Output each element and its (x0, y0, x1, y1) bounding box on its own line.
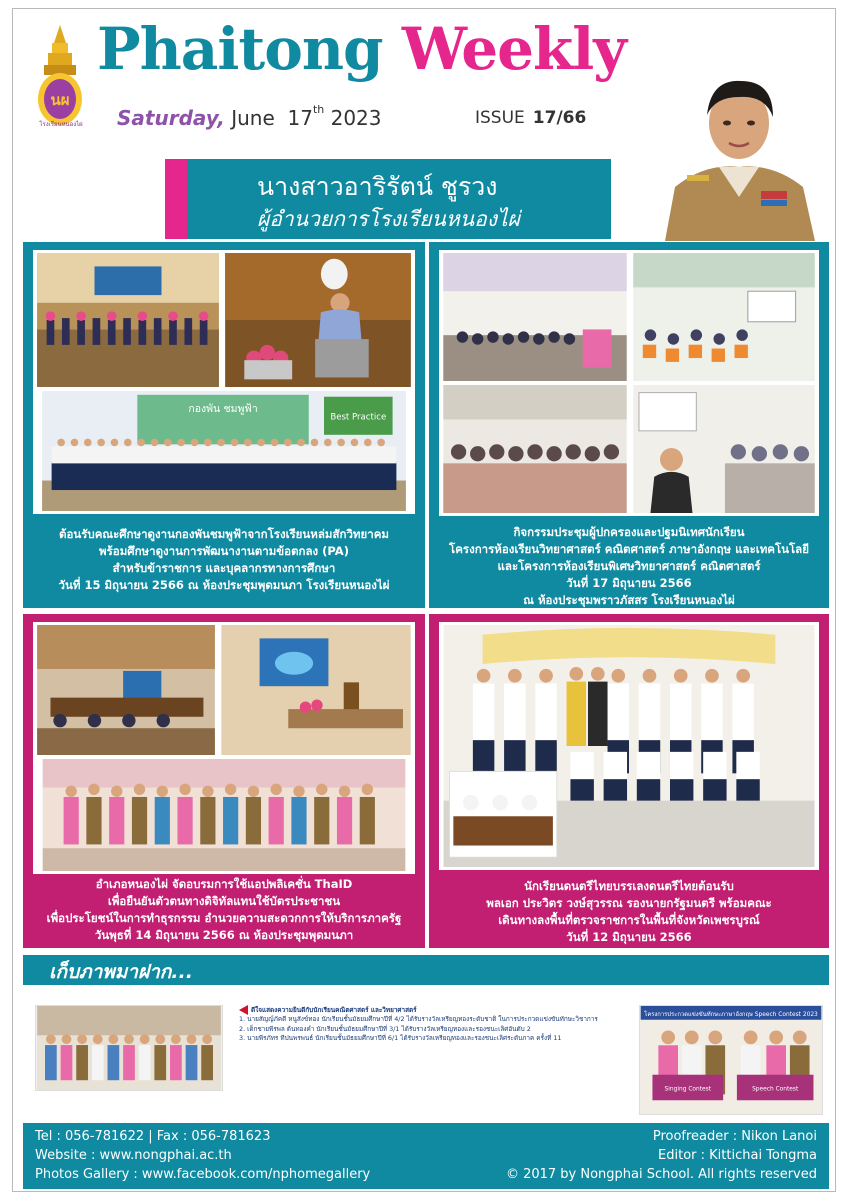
section-2-line-3: และโครงการห้องเรียนพิเศษวิทยาศาสตร์ คณิตศาสตร์ (497, 559, 761, 573)
arrow-icon (239, 1005, 248, 1015)
section-1-photo-hall (33, 250, 223, 390)
banner-text: กองพัน ชมพูฟ้า (188, 402, 258, 415)
footer-website[interactable]: Website : www.nongphai.ac.th (35, 1148, 232, 1163)
gallery-header-bar (23, 955, 829, 985)
section-2-line-1: กิจกรรมประชุมผู้ปกครองและปฐมนิเทศนักเรียน (513, 525, 745, 539)
footer-gallery-link[interactable]: Photos Gallery : www.facebook.com/nphomegallery (35, 1167, 371, 1182)
contest-banner: โครงการประกวดแข่งขันทักษะภาษาอังกฤษ Speech Contest 2023 (644, 1011, 818, 1018)
contest-label-1: Singing Contest (664, 1086, 712, 1093)
section-1-line-1: ต้อนรับคณะศึกษาดูงานกองพันชมพูฟ้าจากโรงเรียนหล่มสักวิทยาคม (59, 527, 389, 541)
contest-label-2: Speech Contest (752, 1086, 799, 1093)
masthead-word-2: Weekly (401, 15, 626, 83)
gallery-photo-award (35, 1005, 223, 1091)
dateline (117, 103, 382, 130)
news-section-2 (429, 242, 829, 608)
section-3-line-3: เพื่อประโยชน์ในการทำธุรกรรม อำนวยความสะดวกการให้บริการภาครัฐ (46, 911, 402, 925)
dateline-suffix: th (312, 103, 325, 116)
section-1-caption (27, 526, 421, 594)
newsletter-page (12, 8, 836, 1192)
section-2-photo-1 (439, 250, 631, 384)
dateline-date: 17 (287, 106, 313, 130)
director-portrait (645, 67, 833, 241)
section-4-caption (431, 878, 827, 946)
news-section-3 (23, 614, 425, 948)
section-1-line-4: วันที่ 15 มิถุนายน 2566 ณ ห้องประชุมพุดมนภา โรงเรียนหนองไผ่ (58, 578, 390, 592)
gallery-item-1: 1. นายสัญญ์ภัคดี หนูสังข์ทอง นักเรียนชั้นมัธยมศึกษาปีที่ 4/2 ได้รับรางวัลเหรียญทองระดับชาติ ในการประกวดแข่งขันทักษะวิชาการ (239, 1015, 598, 1024)
section-3-photo-1 (33, 622, 219, 758)
news-section-4 (429, 614, 829, 948)
gallery-photo-speech-contest (639, 1005, 823, 1115)
director-position: ผู้อำนวยการโรงเรียนหนองไผ่ (257, 207, 520, 231)
issue-label (475, 108, 586, 128)
section-3-photo-2 (217, 622, 415, 758)
section-4-line-3: เดินทางลงพื้นที่ตรวจราชการในพื้นที่จังหวัดเพชรบูรณ์ (498, 913, 760, 927)
footer-proofreader: Proofreader : Nikon Lanoi (652, 1129, 817, 1144)
section-3-line-4: วันพุธที่ 14 มิถุนายน 2566 ณ ห้องประชุมพุดมนภา (94, 928, 354, 942)
section-2-photo-4 (629, 382, 819, 516)
svg-text:นผ: นผ (50, 91, 70, 109)
footer (23, 1123, 829, 1189)
director-name-box (165, 159, 611, 239)
gallery-item-2: 2. เด็กชายพีรพล ต้นทองคำ นักเรียนชั้นมัธยมศึกษาปีที่ 3/1 ได้รับรางวัลเหรียญทองและรองชนะเลิศอันดับ 2 (239, 1024, 531, 1033)
dateline-month: June (231, 106, 275, 130)
news-section-1 (23, 242, 425, 608)
section-3-line-1: อำเภอหนองไผ่ จัดอบรมการใช้แอปพลิเคชั่น ThaID (95, 877, 353, 891)
name-box-accent (165, 159, 187, 239)
section-1-line-3: สำหรับข้าราชการ และบุคลากรทางการศึกษา (112, 561, 336, 575)
section-2-photo-3 (439, 382, 631, 516)
section-3-line-2: เพื่อยืนยันตัวตนทางดิจิทัลแทนใช้บัตรประชาชน (107, 894, 341, 908)
section-3-photo-3 (33, 756, 415, 874)
section-3-caption (27, 876, 421, 944)
issue-number: 17/66 (532, 108, 587, 128)
director-name: นางสาวอาริรัตน์ ชูรวง (257, 172, 498, 201)
gallery-item-3: 3. นายพีรภัทร ทีปนพรพนธ์ นักเรียนชั้นมัธยมศึกษาปีที่ 6/1 ได้รับรางวัลเหรียญทองและรองชนะเลิศระดับภาค ครั้งที่ 11 (239, 1033, 562, 1042)
gallery-award-text (239, 1005, 625, 1043)
section-4-line-1: นักเรียนดนตรีไทยบรรเลงดนตรีไทยต้อนรับ (524, 879, 734, 893)
masthead-word-1: Phaitong (97, 15, 383, 83)
section-2-photo-2 (629, 250, 819, 384)
gallery-title: เก็บภาพมาฝาก... (49, 961, 193, 983)
footer-editor: Editor : Kittichai Tongma (658, 1148, 817, 1163)
section-1-photo-group (33, 388, 415, 514)
issue-text: ISSUE (475, 108, 525, 128)
section-1-photo-speaker (221, 250, 415, 390)
dateline-day: Saturday, (117, 106, 225, 130)
section-2-line-5: ณ ห้องประชุมพราวภัสสร โรงเรียนหนองไผ่ (523, 593, 735, 607)
section-4-line-2: พลเอก ประวิตร วงษ์สุวรรณ รองนายกรัฐมนตรี พร้อมคณะ (486, 896, 772, 910)
school-logo (33, 23, 87, 129)
dateline-year: 2023 (330, 106, 382, 130)
section-2-line-2: โครงการห้องเรียนวิทยาศาสตร์ คณิตศาสตร์ ภาษาอังกฤษ และเทคโนโลยี (449, 542, 809, 556)
gallery-heading: ดีใจแสดงความยินดีกับนักเรียนคณิตศาสตร์ และวิทยาศาสตร์ (251, 1006, 417, 1014)
banner-badge: Best Practice (330, 412, 387, 423)
section-2-line-4: วันที่ 17 มิถุนายน 2566 (566, 576, 692, 590)
footer-copyright: © 2017 by Nongphai School. All rights reserved (505, 1167, 817, 1182)
section-4-photo-group (439, 622, 819, 870)
logo-caption: โรงเรียนหนองไผ่ (39, 121, 83, 128)
section-2-caption (431, 524, 827, 609)
section-1-line-2: พร้อมศึกษาดูงานการพัฒนางานตามข้อตกลง (PA) (99, 544, 349, 558)
masthead-title (97, 15, 626, 83)
section-4-line-4: วันที่ 12 มิถุนายน 2566 (566, 930, 692, 944)
footer-tel: Tel : 056-781622 | Fax : 056-781623 (35, 1129, 271, 1144)
